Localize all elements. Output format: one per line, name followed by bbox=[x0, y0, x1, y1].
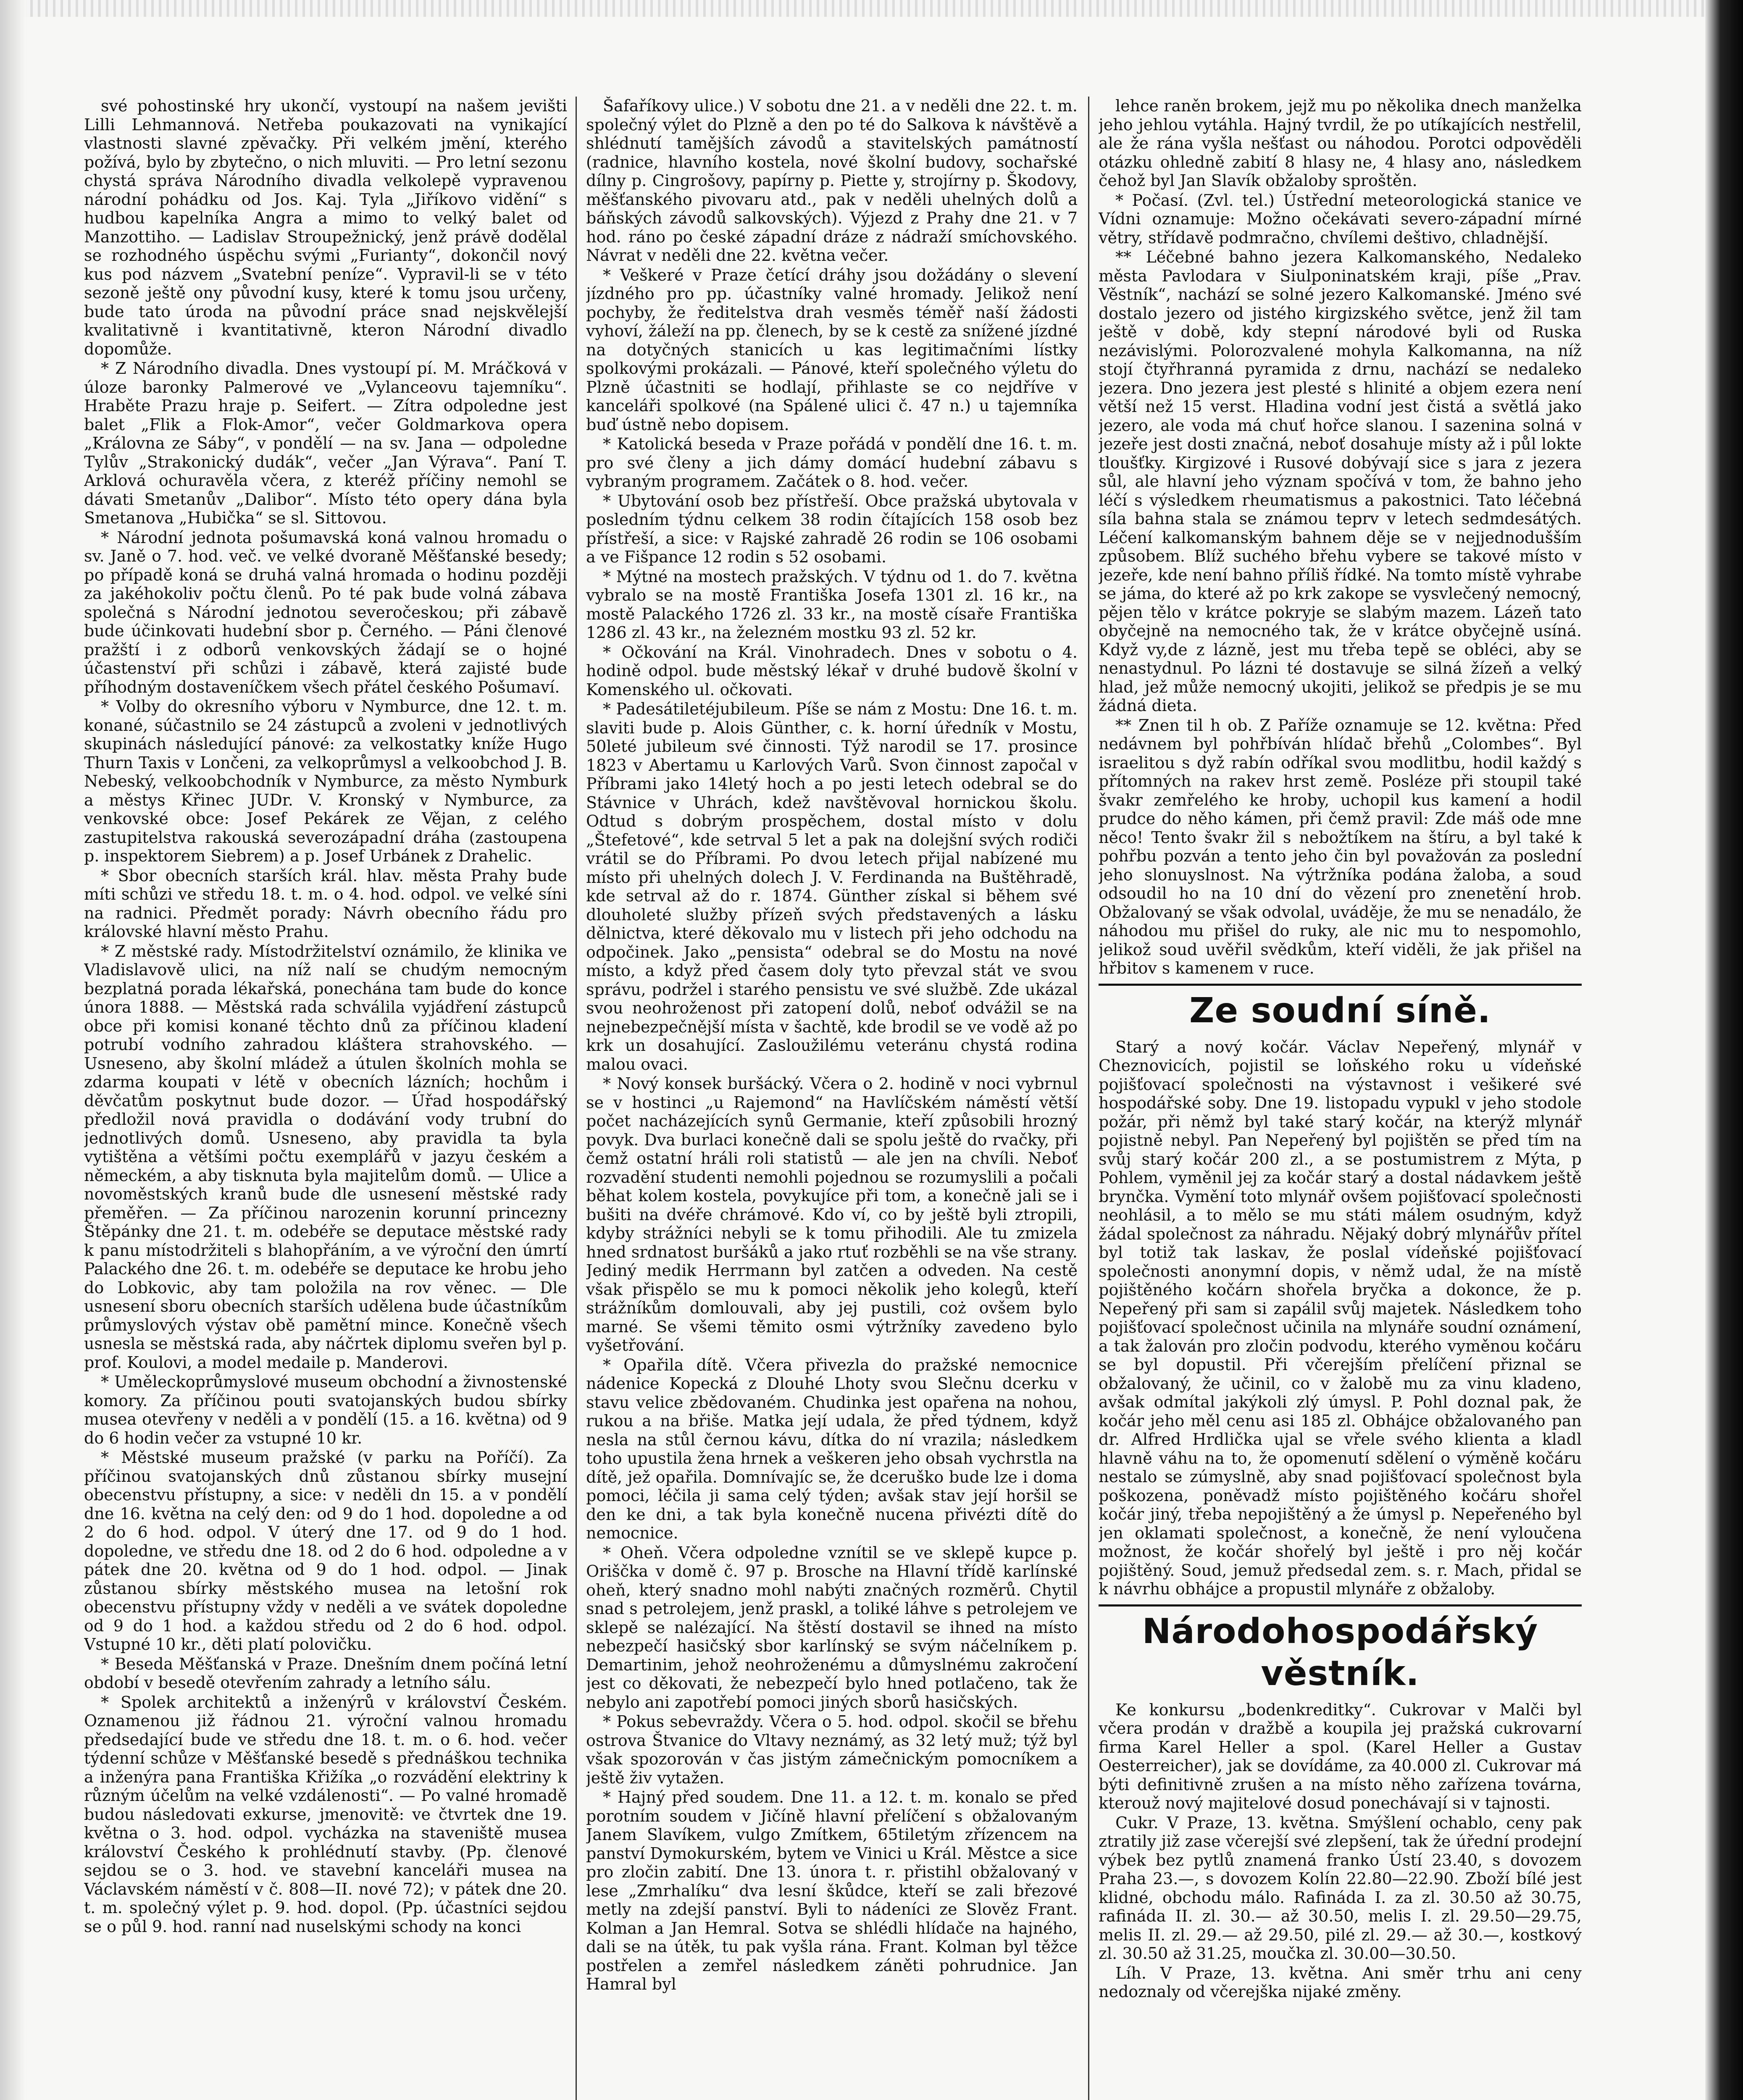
article: * Z Národního divadla. Dnes vystoupí pí. M. Mráčková v úloze baronky Palmerové ve „Vylanceovu tajemníku“. Hraběte Prazu hraje p. Seifert. — Zítra odpoledne jest balet „Flik a Flok-Amor“, večer Goldmarkova opera „Královna ze Sáby“, v pondělí — na sv. Jana — odpoledne Tylův „Strakonický dudák“, večer „Jan Výrava“. Paní T. Arklová ochuravěla včera, z kteréž příčiny nemohl se dávati Smetanův „Dalibor“. Místo této opery dána byla Smetanova „Hubička“ se sl. Sittovou. bbox=[84, 359, 567, 527]
article: * Počasí. (Zvl. tel.) Ústřední meteorologická stanice ve Vídni oznamuje: Možno očekávati severo-západní mírné větry, střídavě podmračno, chvílemi deštivo, chladnější. bbox=[1099, 191, 1582, 247]
page-right-edge bbox=[1705, 0, 1743, 2100]
column-2 bbox=[586, 97, 1078, 2100]
article: * Národní jednota pošumavská koná valnou hromadu o sv. Janě o 7. hod. več. ve velké dvoraně Měšťanské besedy; po případě koná se druhá valná hromada o hodinu později za jakéhokoliv počtu členů. Po té pak bude volná zábava společná s Národní jednotou severočeskou; při zábavě bude účinkovati hudební sbor p. Černého. — Páni členové pražští i z odborů venkovských žádají se o hojné účastenství při schůzi i zábavě, která zajisté bude příhodným dostaveníčkem všech přátel českého Pošumaví. bbox=[84, 528, 567, 696]
article: * Padesátiletéjubileum. Píše se nám z Mostu: Dne 16. t. m. slaviti bude p. Alois Günther, c. k. horní úředník v Mostu, 50leté jubileum své činnosti. Týž narodil se 17. prosince 1823 v Abertamu u Karlových Varů. Svon činnost započal v Příbrami jako 14letý hoch a po jesti letech odebral se do Stávnice v Uhrách, kdež navštěvoval hornickou školu. Odtud s dobrým prospěchem, dostal místo v dolu „Štefetové“, kde setrval 5 let a pak na dolejšní svých rodiči vrátil se do Příbrami. Po dvou letech přijal nabízené mu místo při uhelných dolech J. V. Ferdinanda na Buštěhradě, kde setrval až do r. 1874. Günther získal si během své dlouholeté služby přízeň svých představených a lásku dělnictva, které děkovalo mu v listech při jeho odchodu na odpočinek. Jako „pensista“ odebral se do Mostu na nové místo, a když před časem doly tyto převzal stát ve svou správu, podržel i starého pensistu ve své službě. Zde ukázal svou neohroženost při zatopení dolů, neboť odvážil se na nejnebezpečnější místa v šachtě, kde brodil se ve vodě až po krk un dosahující. Zasloužilému veteránu chystá rodina malou ovaci. bbox=[586, 700, 1078, 1074]
article: * Nový konsek buršácký. Včera o 2. hodině v noci vybrnul se v hostinci „u Rajemond“ na Havlíčském náměstí větší počet nacházejících synů Germanie, kteří způsobili hrozný povyk. Dva burlaci konečně dali se spolu ještě do rvačky, při čemž ostatní hráli roli statistů — ale jen na chvíli. Neboť rozvadění studenti nemohli pojednou se rozumyslili a počali běhat kolem kostela, povykujíce při tom, a konečně jali se i bušiti na dvéře chrámové. Kdo ví, co by ještě byli ztropili, kdyby strážníci nebyli se k tomu přihodili. Ale tu zmizela hned srdnatost buršáků a jako rtuť rozběhli se na vše strany. Jediný medik Herrmann byl zatčen a odveden. Na cestě však přispělo se mu k pomoci několik jeho kolegů, kteří strážníkům domlouvali, aby jej pustili, coż ovšem bylo marné. Se všemi těmito osmi výtržníky zavedeno bylo vyšetřování. bbox=[586, 1074, 1078, 1354]
article: Šafaříkovy ulice.) V sobotu dne 21. a v neděli dne 22. t. m. společný výlet do Plzně a den po té do Salkova k návštěvě a shlédnutí tamějších závodů a stavitelských památností (radnice, hlavního kostela, nové školní budovy, sochařské dílny p. Cingrošovy, papírny p. Piette y, strojírny p. Škodovy, měšťanského pivovaru atd., pak v neděli uhelných dolů a báňských závodů salkovských). Výjezd z Prahy dne 21. v 7 hod. ráno po české západní dráze z nádraží smíchovského. Návrat v neděli dne 22. května večer. bbox=[586, 97, 1078, 265]
article: Ke konkursu „bodenkreditky“. Cukrovar v Malči byl včera prodán v dražbě a koupila jej pražská cukrovarní firma Karel Heller a spol. (Karel Heller a Gustav Oesterreicher), jak se dovídáme, za 40.000 zl. Cukrovar má býti definitivně zrušen a na místo něho zařízena továrna, kterouž nový majitelové dosud ponechávají si v tajnosti. bbox=[1099, 1700, 1582, 1812]
article: * Městské museum pražské (v parku na Poříčí). Za příčinou svatojanských dnů zůstanou sbírky musejní obecenstvu přístupny, a sice: v neděli dn 15. a v pondělí dne 16. května na celý den: od 9 do 1 hod. dopoledne a od 2 do 6 hod. odpol. V úterý dne 17. od 9 do 1 hod. dopoledne, ve středu dne 18. od 2 do 6 hod. odpoledne a v pátek dne 20. května od 9 do 1 hod. odpol. — Jinak zůstanou sbírky městského musea na letošní rok obecenstvu přístupny vždy v neděli a ve svátek dopoledne od 9 do 1 hod. a každou středu od 2 do 6 hod. odpol. Vstupné 10 kr., děti platí polovičku. bbox=[84, 1448, 567, 1654]
article: * Volby do okresního výboru v Nymburce, dne 12. t. m. konané, súčastnilo se 24 zástupců a zvoleni v jednotlivých skupinách následující pánové: za velkostatky kníže Hugo Thurn Taxis v Lončeni, za velkoprůmysl a velkoobchod J. B. Nebeský, velkoobchodník v Nymburce, za město Nymburk a městys Křinec JUDr. V. Kronský v Nymburce, za venkovské obce: Josef Pekárek ze Vějan, z celého zastupitelstva rakouská severozápadní dráha (zastoupena p. inspektorem Siebrem) a p. Josef Urbánek z Drahelic. bbox=[84, 697, 567, 865]
article: * Z městské rady. Místodržitelství oznámilo, že klinika ve Vladislavově ulici, na níž nalí se chudým nemocným bezplatná porada lékařská, ponechána tam bude do konce února 1888. — Městská rada schválila vyjádření zástupců obce při komisi konané těchto dnů za příčinou kladení potrubí vodního zahradou kláštera strahovského. — Usneseno, aby školní mládež a útulen školních mohla se zdarma koupati v létě v obecních lázních; hochům i děvčatům poskytnut bude dozor. — Úřad hospodářský předložil nová pravidla o dodávání vody trubní do jednotlivých domů. Usneseno, aby pravidla ta byla vytištěna a většími počtu exemplářů v jazyu českém a německém, a aby tisknuta byla majitelům domů. — Ulice a novoměstských kranů bude dle usnesení městské rady přeměřen. — Za příčinou narozenin korunní princezny Štěpánky dne 21. t. m. odebéře se deputace městské rady k panu místodržiteli s blahopřáním, a ve výroční den úmrtí Palackého dne 26. t. m. odebéře se deputace ke hrobu jeho do Lobkovic, aby tam položila na rov věnec. — Dle usnesení sboru obecních starších udělena bude účastníkům průmyslových výstav obě pamětní mince. Konečně všech usnesla se městská rada, aby náčrtek diplomu sveřen byl p. prof. Koulovi, a model medaile p. Manderovi. bbox=[84, 942, 567, 1372]
article: * Pokus sebevraždy. Včera o 5. hod. odpol. skočil se břehu ostrova Štvanice do Vltavy neznámý, as 32 letý muž; týž byl však spozorován v čas jistým zámečnickým pomocníkem a ještě živ vytažen. bbox=[586, 1712, 1078, 1787]
column-1 bbox=[84, 97, 567, 2100]
article: * Hajný před soudem. Dne 11. a 12. t. m. konalo se před porotním soudem v Jičíně hlavní přelíčení s obžalovaným Janem Slavíkem, vulgo Zmítkem, 65tiletým zřízencem na panství Dymokurském, bytem ve Vinici u Král. Městce a sice pro zločin zabití. Dne 13. února t. r. přistihl obžalovaný v lese „Zmrhalíku“ dva lesní škůdce, kteří se zali březové metly na zdejší panství. Byli to nádeníci ze Slověz Frant. Kolman a Jan Hemral. Sotva se shlédli hlídače na hajného, dali se na útěk, tu pak vyšla rána. Frant. Kolman byl těžce postřelen a zemřel následkem záněti pohrudnice. Jan Hamral byl bbox=[586, 1788, 1078, 1993]
section-divider bbox=[1099, 984, 1582, 986]
article: * Beseda Měšťanská v Praze. Dnešním dnem počíná letní období v besedě otevřením zahrady a letního sálu. bbox=[84, 1654, 567, 1692]
article: * Mýtné na mostech pražských. V týdnu od 1. do 7. května vybralo se na mostě Františka Josefa 1301 zl. 16 kr., na mostě Palackého 1726 zl. 33 kr., na mostě císaře Františka 1286 zl. 43 kr., na železném mostku 93 zl. 52 kr. bbox=[586, 567, 1078, 642]
article: Cukr. V Praze, 13. května. Smýšlení ochablo, ceny pak ztratily již zase včerejší své zlepšení, tak že úřední prodejní výbek bez pytlů znamená franko Ústí 23.40, s dovozem Praha 23.—, s dovozem Kolín 22.80—22.90. Zboží bílé jest klidné, obchodu málo. Rafináda I. za zl. 30.50 až 30.75, rafináda II. zl. 30.— až 30.50, melis I. zl. 29.50—29.75, melis II. zl. 29.— až 29.50, pilé zl. 29.— až 30.—, kostkový zl. 30.50 až 31.25, moučka zl. 30.00—30.50. bbox=[1099, 1813, 1582, 1963]
column-rule-2 bbox=[1088, 97, 1089, 2100]
article: * Katolická beseda v Praze pořádá v pondělí dne 16. t. m. pro své členy a jich dámy domácí hudební zábavu s vybraným programem. Začátek o 8. hod. večer. bbox=[586, 435, 1078, 491]
article: * Ubytování osob bez přístřeší. Obce pražská ubytovala v posledním týdnu celkem 38 rodin čítajících 158 osob bez přístřeší, a sice: v Rajské zahradě 26 rodin se 106 osobami a ve Fišpance 12 rodin s 52 osobami. bbox=[586, 491, 1078, 566]
article: * Uměleckoprůmyslové museum obchodní a živnostenské komory. Za příčinou pouti svatojanských budou sbírky musea otevřeny v neděli a v pondělí (15. a 16. května) od 9 do 6 hodin večer za vstupné 10 kr. bbox=[84, 1373, 567, 1447]
column-3 bbox=[1099, 97, 1582, 2100]
article: své pohostinské hry ukončí, vystoupí na našem jevišti Lilli Lehmannová. Netřeba poukazovati na vynikající vlastnosti slavné zpěvačky. Při velkém jmění, kterého požívá, bylo by zbytečno, o nich mluviti. — Pro letní sezonu chystá správa Národního divadla velkolepě vypravenou národní pohádku od Jos. Kaj. Tyla „Jiříkovo vidění“ s hudbou kapelníka Angra a mimo to velký balet od Manzottiho. — Ladislav Stroupežnický, jenž právě dodělal se rozhodného úspěchu svými „Furianty“, dokončil nový kus pod názvem „Svatební peníze“. Vypravil-li se v této sezoně ještě ony původní kusy, které k tomu jsou určeny, bude tato úroda na původní práce snad nejskvělejší kvalitativně i kvantitativně, kteron Národní divadlo dopomůže. bbox=[84, 97, 567, 358]
article: Starý a nový kočár. Václav Nepeřený, mlynář v Cheznovicích, pojistil se loňského roku u vídeňské pojišťovací společnosti na výstavnost i vešikeré své hospodářské soby. Dne 19. listopadu vypukl v jeho stodole požár, při němž byl také starý kočár, na kterýž mlynář pojistně nebyl. Pan Nepeřený byl pojištěn se před tím na svůj starý kočár 200 zl., a se postumistrem z Mýta, p Pohlem, vyměnil jej za kočár starý a dostal nádavkem ještě brynčka. Vymění toto mlynář ovšem pojišťovací společnosti neohlásil, a to mělo se mu státi málem osudným, když žádal společnost za náhradu. Nějaký dobrý mlynářův přítel byl totiž tak laskav, že poslal vídeňské pojišťovací společnosti anonymní dopis, v němž udal, že na místě pojištěného kočárn shořela bryčka a dokonce, že p. Nepeřený při sam si zapálil svůj majetek. Následkem toho pojišťovací společnost učinila na mlynáře soudní oznámení, a tak žalován pro zločin podvodu, kterého vyměnou kočáru se byl dopustil. Při včerejším přelíčení přiznal se obžalovaný, že učinil, co v žalobě mu za vinu kladeno, avšak odmítal jakýkoli zlý úmysl. P. Pohl doznal pak, že kočár jeho měl cenu asi 185 zl. Obhájce obžalovaného pan dr. Alfred Hrdlička ujal se vřele svého klienta a kladl hlavně váhu na to, že opomenutí sdělení o výměně kočáru nestalo se zúmyslně, aby snad pojišťovací společnost byla poškozena, poněvadž místo pojištěného kočáru shořel kočár jiný, třeba nepojištěný a že úmysl p. Nepeřeného byl jen oklamati společnost, a konečně, že není vyloučena možnost, že kočár shořelý byl ještě i pro něj kočár pojištěný. Soud, jemuž předsedal zem. s. r. Mach, přidal se k návrhu obhájce a propustil mlynáře z obžaloby. bbox=[1099, 1037, 1582, 1598]
article: * Sbor obecních starších král. hlav. města Prahy bude míti schůzi ve středu 18. t. m. o 4. hod. odpol. ve velké síni na radnici. Předmět porady: Návrh obecního řádu pro královské hlavní město Prahu. bbox=[84, 866, 567, 941]
article: lehce raněn brokem, jejž mu po několika dnech manželka jeho jehlou vytáhla. Hajný tvrdil, že po utíkajících nestřelil, ale že rána vyšla nešťast ou náhodou. Porotci odpověděli otázku ohledně zabití 8 hlasy ne, 4 hlasy ano, následkem čehož byl Jan Slavík obžaloby sproštěn. bbox=[1099, 97, 1582, 190]
article: * Spolek architektů a inženýrů v království Českém. Oznamenou již řádnou 21. výroční valnou hromadu předsedající bude ve středu dne 18. t. m. o 6. hod. večer týdenní schůze v Měšťanské besedě s přednáškou technika a inženýra pana Františka Křižíka „o rozvádění elektriny k různým účelům na velké vzdálenosti“. — Po valné hromadě budou následovati exkurse, jmenovitě: ve čtvrtek dne 19. května o 3. hod. odpol. vycházka na staveniště musea království Českého k prohlédnutí stavby. (Pp. členové sejdou se o 3. hod. ve stavební kanceláři musea na Václavském náměstí v č. 808—II. nové 72); v pátek dne 20. t. m. společný výlet p. 9. hod. dopol. (Pp. účastníci sejdou se o půl 9. hod. ranní nad nuselskými schody na konci bbox=[84, 1693, 567, 1936]
page-left-edge bbox=[0, 0, 25, 2100]
article: * Oheň. Včera odpoledne vznítil se ve sklepě kupce p. Oriščka v domě č. 97 p. Brosche na Hlavní třídě karlínské oheň, který snadno mohl nabýti značných rozměrů. Chytil snad s petrolejem, jenž praskl, a toliké láhve s petrolejem ve sklepě se nalézající. Na štěstí dostavil se ihned na místo nebezpečí hasičský sbor karlínský se svým náčelníkem p. Demartinim, jehož neohroženému a důmyslnému zakročení jest co děkovati, že nebezpečí bylo hned potlačeno, tak že nebylo ani zapotřebí pomoci jiných sborů hasičských. bbox=[586, 1543, 1078, 1712]
column-rule-1 bbox=[576, 97, 577, 2100]
article: * Opařila dítě. Včera přivezla do pražské nemocnice nádenice Kopecká z Dlouhé Lhoty svou Slečnu dcerku v stavu velice zbědovaném. Chudinka jest opařena na nohou, rukou a na břiše. Matka její udala, že před týdnem, když nesla na stůl černou kávu, dítka do ní vrazila; následkem toho upustila žena hrnek a veškeren jeho obsah vychrstla na dítě, jež opařila. Domnívajíc se, že dceruško bude lze i doma pomoci, léčila ji sama celý týden; avšak stav její horšil se den ke dni, a tak byla konečně nucena přivézti dítě do nemocnice. bbox=[586, 1355, 1078, 1542]
article: ** Znen til h ob. Z Paříže oznamuje se 12. května: Před nedávnem byl pohřbíván hlídač břehů „Colombes“. Byl israelitou s dyž rabín odříkal svou modlitbu, hodil každý s přítomných na rakev hrst země. Posléze při stoupil také švakr zemřelého ke hroby, uchopil kus kamení a hodil prudce do něho kámen, při čemž pravil: Zde máš ode mne něco! Tento švakr žil s nebožtíkem na štíru, a byl také k pohřbu pozván a tento jeho čin byl považován za poslední jeho slonuyslnost. Na výtržníka podána žaloba, a soud odsoudil ho na 10 dní do vězení pro znenetění hrob. Obžalovaný se však odvolal, uváděje, že mu se nenadálo, že náhodou mu přišel do ruky, ale nic mu to nespomohlo, jelikož soud uvěřil svědkům, kteří viděli, že jak přišel na hřbitov s kamenem v ruce. bbox=[1099, 716, 1582, 977]
section-title-court: Ze soudní síně. bbox=[1189, 990, 1491, 1031]
article: Líh. V Praze, 13. května. Ani směr trhu ani ceny nedoznaly od včerejška nijaké změny. bbox=[1099, 1964, 1582, 2001]
section-divider bbox=[1099, 1604, 1582, 1606]
article: * Veškeré v Praze četící dráhy jsou dožádány o slevení jízdného pro pp. účastníky valné hromady. Jelikož není pochyby, že ředitelstva drah vesměs téměř naší žádosti vyhoví, žáleží na pp. členech, by se k cestě za snížené jízdné na dotyčných stanicích u kas legitimačními lístky spolkovými prokázali. — Pánové, kteří společného výletu do Plzně účastniti se hodlají, přihlaste se co nejdříve v kanceláři spolkové (na Spálené ulici č. 47 n.) u tajemníka buď ústně nebo dopisem. bbox=[586, 265, 1078, 434]
article: * Očkování na Král. Vinohradech. Dnes v sobotu o 4. hodině odpol. bude městský lékař v druhé budově školní v Komenského ul. očkovati. bbox=[586, 643, 1078, 699]
section-title-economy: Národohospodářský věstník. bbox=[1142, 1611, 1538, 1693]
article: ** Léčebné bahno jezera Kalkomanského, Nedaleko města Pavlodara v Siulponinatském kraji, píše „Prav. Věstník“, nachází se solné jezero Kalkomanské. Jméno své dostalo jezero od jistého kirgizského světce, jenž žil tam ještě v době, kdy stepní národové byli od Ruska nezávislými. Polorozvalené mohyla Kalkomanna, na níž stojí čtyřhranná pyramida z drnu, nachází se nedaleko jezera. Dno jezera jest plesté s hlinité a objem ezera není větší než 15 verst. Hladina vodní jest čistá a světlá jako jezero, ale voda má chuť hořce slanou. I sazenina solná v jezeře jest dosti značná, neboť dosahuje místy až i půl lokte tloušťky. Kirgizové i Rusové dobývají sice s jara z jezera sůl, ale hlavní jeho význam spočívá v tom, že bahno jeho léčí s výsledkem rheumatismus a pakostnici. Tato léčebná síla bahna stala se známou teprv v letech sedmdesátých. Léčení kalkomanským bahnem děje se v nejjednodušším způsobem. Blíž suchého břehu vybere se takové místo v jezeře, kde není bahno příliš řídké. Na tomto místě vyhrabe se jáma, do které až po krk zakope se vysvlečený nemocný, pějen tělo v krátce pokryje se slabým mazem. Lázeň tato obyčejně na nemocného tak, že v krátce obyčejně usíná. Když vy,de z lázně, jest mu třeba tepě se obléci, aby se nenastydnul. Po lázni té dostavuje se silná žízeň a velký hlad, jež může nemocný ukojiti, jelikož se předpis je se mu žádná dieta. bbox=[1099, 248, 1582, 715]
page-top-edge bbox=[0, 0, 1743, 17]
